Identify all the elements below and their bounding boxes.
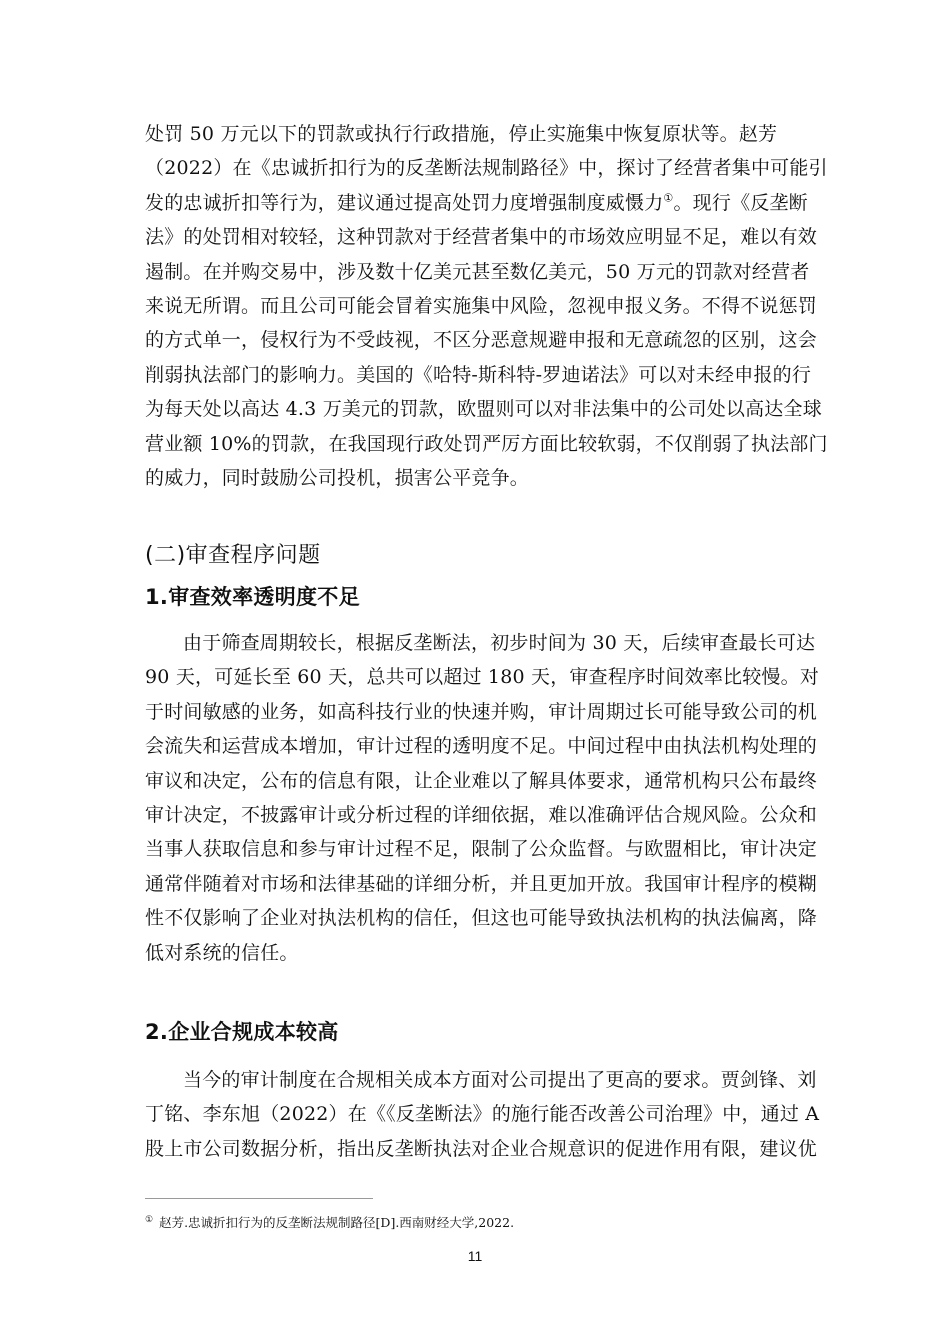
text-line: 90 天，可延长至 60 天，总共可以超过 180 天，审查程序时间效率比较慢。对 xyxy=(145,666,820,689)
text-line: 的方式单一，侵权行为不受歧视，不区分恶意规避申报和无意疏忽的区别，这会 xyxy=(145,329,818,352)
footnote xyxy=(145,1211,514,1232)
footnote-text: 赵芳.忠诚折扣行为的反垄断法规制路径[D].西南财经大学,2022. xyxy=(159,1215,515,1231)
text-line: 低对系统的信任。 xyxy=(145,941,299,964)
text-segment: 。现行《反垄断 xyxy=(673,191,808,214)
subsection-heading-efficiency: 1.审查效率透明度不足 xyxy=(145,585,360,609)
text-line: 股上市公司数据分析，指出反垄断执法对企业合规意识的促进作用有限，建议优 xyxy=(145,1137,818,1160)
text-line: 营业额 10%的罚款，在我国现行政处罚严厉方面比较软弱，不仅削弱了执法部门 xyxy=(145,432,828,455)
paragraph-compliance-cost xyxy=(145,1063,820,1166)
text-line: 于时间敏感的业务，如高科技行业的快速并购，审计周期过长可能导致公司的机 xyxy=(145,700,818,723)
text-line: 通常伴随着对市场和法律基础的详细分析，并且更加开放。我国审计程序的模糊 xyxy=(145,872,818,895)
text-line: 削弱执法部门的影响力。美国的《哈特-斯科特-罗迪诺法》可以对未经申报的行 xyxy=(145,363,812,386)
section-heading: (二)审查程序问题 xyxy=(145,543,321,568)
text-line: 性不仅影响了企业对执法机构的信任，但这也可能导致执法机构的执法偏离，降 xyxy=(145,907,818,930)
text-line: 当事人获取信息和参与审计过程不足，限制了公众监督。与欧盟相比，审计决定 xyxy=(145,838,818,861)
text-line: 审议和决定，公布的信息有限，让企业难以了解具体要求，通常机构只公布最终 xyxy=(145,769,818,792)
text-line: 审计决定，不披露审计或分析过程的详细依据，难以准确评估合规风险。公众和 xyxy=(145,804,818,827)
footnote-mark: ① xyxy=(145,1215,154,1225)
page-number: 11 xyxy=(467,1248,483,1264)
text-line: 的威力，同时鼓励公司投机，损害公平竞争。 xyxy=(145,467,530,490)
text-line: 处罚 50 万元以下的罚款或执行行政措施，停止实施集中恢复原状等。赵芳 xyxy=(145,123,778,145)
text-line: 会流失和运营成本增加，审计过程的透明度不足。中间过程中由执法机构处理的 xyxy=(145,735,818,758)
text-line: 为每天处以高达 4.3 万美元的罚款，欧盟则可以对非法集中的公司处以高达全球 xyxy=(145,398,822,421)
text-line xyxy=(145,186,810,220)
footnote-reference[interactable]: ① xyxy=(663,191,674,205)
paragraph-penalty xyxy=(145,117,828,495)
text-line: 法》的处罚相对较轻，这种罚款对于经营者集中的市场效应明显不足，难以有效 xyxy=(145,226,818,249)
paragraph-review-efficiency xyxy=(145,626,820,970)
text-line: 丁铭、李东旭（2022）在《《反垄断法》的施行能否改善公司治理》中，通过 A xyxy=(145,1103,820,1126)
subsection-heading-compliance: 2.企业合规成本较高 xyxy=(145,1020,339,1044)
text-segment: 发的忠诚折扣等行为，建议通过提高处罚力度增强制度威慑力 xyxy=(145,191,664,214)
text-line: 当今的审计制度在合规相关成本方面对公司提出了更高的要求。贾剑锋、刘 xyxy=(183,1069,817,1091)
text-line: 遏制。在并购交易中，涉及数十亿美元甚至数亿美元，50 万元的罚款对经营者 xyxy=(145,260,810,283)
footnote-divider xyxy=(145,1198,373,1199)
text-line: 由于筛查周期较长，根据反垄断法，初步时间为 30 天，后续审查最长可达 xyxy=(183,632,816,654)
text-line: （2022）在《忠诚折扣行为的反垄断法规制路径》中，探讨了经营者集中可能引 xyxy=(145,157,828,180)
text-line: 来说无所谓。而且公司可能会冒着实施集中风险，忽视申报义务。不得不说惩罚 xyxy=(145,295,818,318)
